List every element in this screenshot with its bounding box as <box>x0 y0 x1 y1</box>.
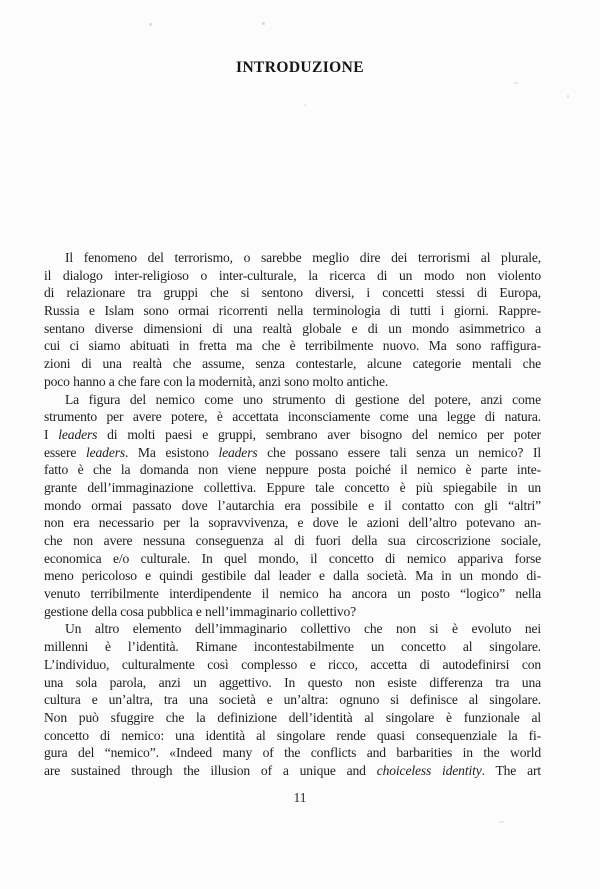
text-line: are sustained through the illusion of a unique and choiceless identity. The art <box>44 762 541 778</box>
text-line: cui ci siamo abituati in fretta ma che è terribilmente nuovo. Ma sono raffigura- <box>44 338 541 354</box>
scan-speckle <box>567 95 569 98</box>
page-body <box>44 249 541 780</box>
paragraph <box>44 391 541 621</box>
text-line: Non può sfuggire che la definizione dell’identità al singolare è funzionale al <box>44 709 541 725</box>
text-line: Russia e Islam sono ormai ricorrenti nella terminologia di tutti i giorni. Rappre- <box>44 303 541 319</box>
page-number: 11 <box>293 790 307 805</box>
text-line: sentano diverse dimensioni di una realtà globale e di un mondo asimmetrico a <box>44 320 541 336</box>
text-line: L’individuo, culturalmente così complesso e ricco, accetta di autodefinirsi con <box>44 656 541 672</box>
text-line: La figura del nemico come uno strumento di gestione del potere, anzi come <box>65 391 541 407</box>
text-line: zioni di una realtà che assume, senza contestarle, alcune categorie mentali che <box>44 356 541 372</box>
text-line: il dialogo inter-religioso o inter-culturale, la ricerca di un modo non violento <box>44 267 541 283</box>
text-line: economica e/o culturale. In quel mondo, il concetto di nemico appariva forse <box>44 550 541 566</box>
scan-speckle <box>262 22 265 25</box>
chapter-title: INTRODUZIONE <box>236 59 364 76</box>
text-line: gura del “nemico”. «Indeed many of the conflicts and barbarities in the world <box>44 745 541 761</box>
text-line: una sola parola, anzi un aggettivo. In questo non esiste differenza tra una <box>44 674 541 690</box>
scan-speckle <box>499 821 504 823</box>
scan-speckle <box>514 82 518 84</box>
scan-speckle <box>304 104 306 106</box>
text-line: poco hanno a che fare con la modernità, anzi sono molto antiche. <box>44 373 389 389</box>
text-line: mondo ormai passato dove l’autarchia era possibile e il contatto con gli “altri” <box>44 497 541 513</box>
text-line: di relazionare tra gruppi che si sentono diversi, i concetti stessi di Europa, <box>44 285 541 301</box>
text-line: meno pericoloso e quindi gestibile dal leader e dalla società. Ma in un mondo di- <box>44 568 541 584</box>
text-line: che non avere nessuna conseguenza al di fuori della sua circoscrizione sociale, <box>44 533 541 548</box>
text-line: gestione della cosa pubblica e nell’immaginario collettivo? <box>44 603 357 619</box>
text-line: cultura e un’altra, tra una società e un’altra: ognuno si definisce al singolare. <box>44 692 541 708</box>
text-line: grante dell’immaginazione collettiva. Eppure tale concetto è più spiegabile in un <box>44 479 541 495</box>
text-line: Il fenomeno del terrorismo, o sarebbe meglio dire dei terrorismi al plurale, <box>65 250 541 265</box>
text-line: I leaders di molti paesi e gruppi, sembrano aver bisogno del nemico per poter <box>44 426 541 442</box>
text-line: essere leaders. Ma esistono leaders che possano essere tali senza un nemico? Il <box>44 444 541 460</box>
scan-speckle <box>149 23 152 26</box>
text-line: non era necessario per la sopravvivenza, e dove le azioni dell’altro potevano an- <box>44 515 541 531</box>
text-line: concetto di nemico: una identità al singolare rende quasi consequenziale la fi- <box>44 727 541 743</box>
text-line: strumento per avere potere, è accettata inconsciamente come una legge di natura. <box>44 409 541 425</box>
paragraph <box>44 249 541 391</box>
paragraph <box>44 620 541 779</box>
text-line: millenni è l’identità. Rimane incontestabilmente un concetto al singolare. <box>44 639 541 655</box>
text-line: Un altro elemento dell’immaginario collettivo che non si è evoluto nei <box>65 621 541 637</box>
text-line: venuto terribilmente interdipendente il nemico ha ancora un posto “logico” nella <box>44 586 541 602</box>
text-line: fatto è che la domanda non viene neppure posta poiché il nemico è parte inte- <box>44 462 541 478</box>
